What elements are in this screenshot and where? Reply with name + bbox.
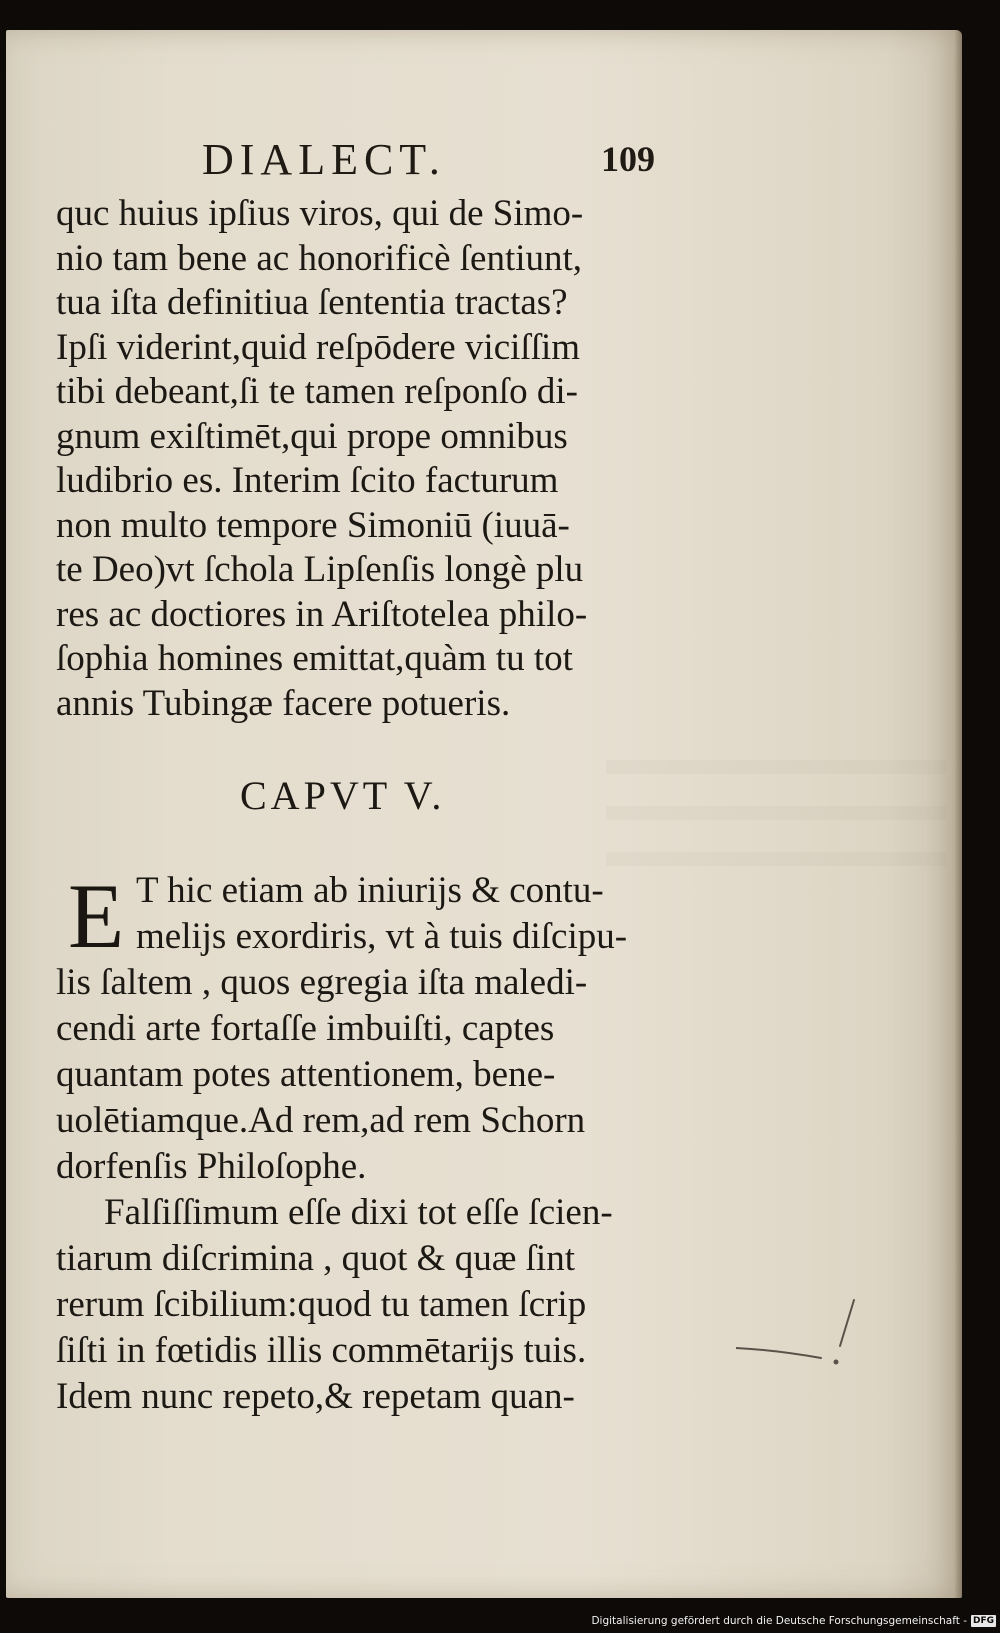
paragraph-3 [56,1190,716,1420]
chapter-heading: CAPVT V. [240,773,446,818]
text-line: res ac doctiores in Ariſtotelea philo- [56,593,588,635]
text-line: te Deo)vt ſchola Lipſenſis longè plu [56,549,584,590]
text-line: uolētiamque.Ad rem,ad rem Schorn [56,1100,586,1141]
text-line: ſophia homines emittat,quàm tu tot [56,638,573,679]
page-edge-shadow [954,30,962,1598]
text-line: nio tam bene ac honorificè ſentiunt, [56,237,583,279]
text-line: tiarum diſcrimina , quot & quæ ſint [56,1238,575,1279]
text-line: ludibrio es. Interim ſcito facturum [56,460,559,501]
text-line: gnum exiſtimēt,qui prope omnibus [56,415,568,457]
dfg-logo: DFG [972,1616,994,1626]
digitization-credit [591,1612,996,1630]
credit-text: Digitalisierung gefördert durch die Deutsche Forschungsgemeinschaft - [591,1615,967,1627]
text-line-content: T hic etiam ab iniurĳs & contu- [136,870,604,911]
book-page [6,30,962,1598]
text-line: lis ſaltem , quos egregia iſta maledi- [56,962,588,1003]
text-line: rerum ſcibilium:quod tu tamen ſcrip [56,1284,587,1325]
text-line: Ipſi viderint,quid reſpōdere viciſſim [56,326,581,368]
text-line: ſiſti in fœtidis illis commētarĳs tuis. [56,1330,587,1371]
text-line: non multo tempore Simoniū (iuuā- [56,504,570,546]
text-line: tua iſta definitiua ſententia tractas? [56,282,568,323]
text-line: Idem nunc repeto,& repetam quan- [56,1376,575,1417]
text-line: quc huius ipſius viros, qui de Simo- [56,193,584,234]
running-head [56,130,716,192]
text-line: cendi arte fortaſſe imbuiſti, captes [56,1008,555,1049]
text-line: Falſiſſimum eſſe dixi tot eſſe ſcien- [104,1192,613,1233]
text-line: quantam potes attentionem, bene- [56,1054,556,1095]
text-line: tibi debeant,ſi te tamen reſponſo di- [56,371,578,412]
text-line: annis Tubingæ facere potueris. [56,682,511,724]
drop-cap-initial: E [68,865,125,967]
text-block [56,130,716,1420]
pencil-annotation-mark [736,1270,866,1390]
text-line: dorfenſis Philoſophe. [56,1146,367,1187]
text-line: melĳs exordiris, vt à tuis diſcipu- [136,916,628,957]
running-title: DIALECT. [202,135,446,184]
paragraph-2 [56,865,716,1190]
chapter-body [56,865,716,1420]
page-number: 109 [601,139,655,179]
paragraph-1 [56,192,716,726]
